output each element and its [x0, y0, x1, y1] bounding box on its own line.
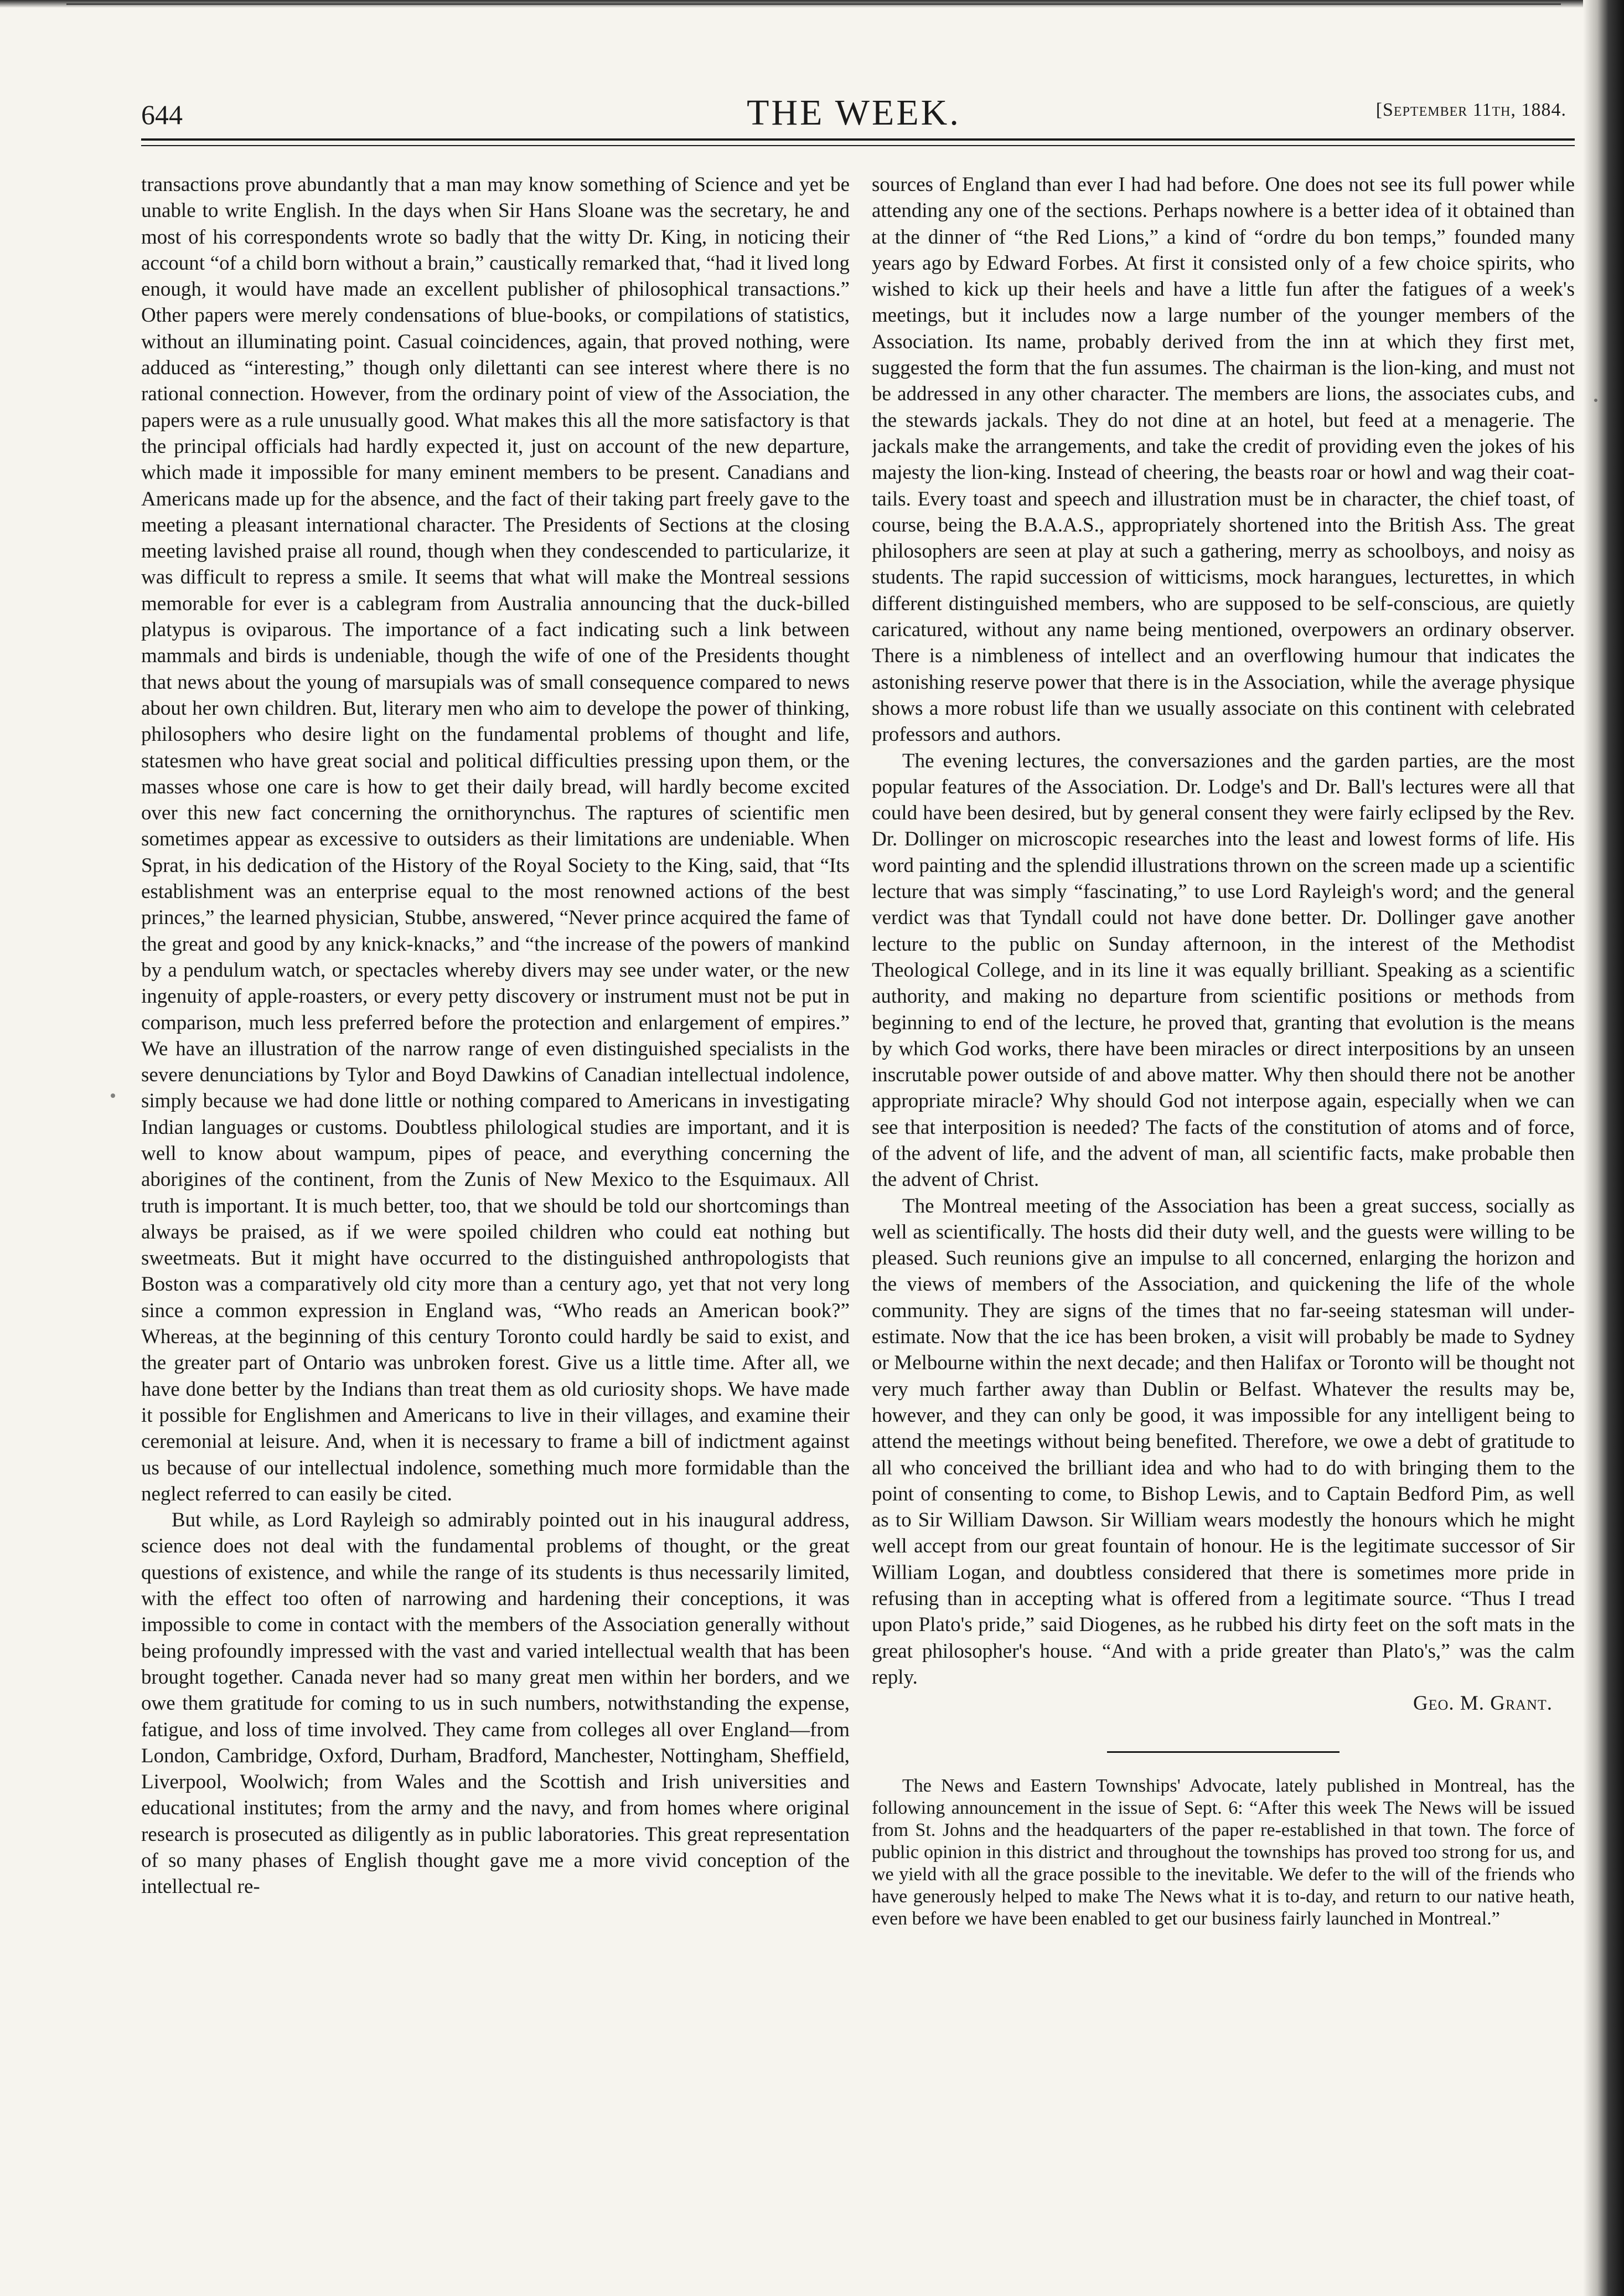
masthead-title: THE WEEK. — [747, 92, 961, 133]
scan-top-rule — [66, 3, 1561, 8]
header-rule-thick — [141, 138, 1575, 141]
issue-date: [September 11th, 1884. — [1375, 100, 1566, 120]
article-divider — [1107, 1751, 1339, 1753]
ink-speck — [111, 1093, 115, 1098]
ink-speck — [1594, 399, 1597, 402]
news-notice — [872, 1775, 1575, 1930]
left-column — [141, 172, 850, 2270]
news-notice-text: The News and Eastern Townships' Advocate, lately published in Montreal, has the following announcement in the issue of Sept. 6: “After this week The News will be issued from St. Johns and the headquarters of the paper re-established in that town. The force of public opinion in this district and throughout the townships has proved too strong for us, and we yield with all the grace possible to the inevitable. We defer to the will of the friends who have generously helped to make The News what it is to-day, and return to our native heath, even before we have been enabled to get our business fairly launched in Montreal.” — [872, 1775, 1575, 1929]
author-signature: Geo. M. Grant. — [1413, 1692, 1553, 1715]
page-number: 644 — [141, 99, 183, 130]
right-paragraph-3: The Montreal meeting of the Association has been a great success, socially as well as scientifically. The hosts did their duty well, and the guests were willing to be pleased. Such reunions give an impulse to all concerned, enlarging the horizon and the views of members of the Association, and quickening the life of the whole community. They are signs of the times that no far-seeing statesman will under-estimate. Now that the ice has been broken, a visit will probably be made to Sydney or Melbourne within the next decade; and then Halifax or Toronto will be thought not very much farther away than Dublin or Belfast. Whatever the results may be, however, and they can only be good, it was impossible for any intelligent being to attend the meetings without being benefited. Therefore, we owe a debt of gratitude to all who conceived the brilliant idea and who had to do with bringing them to the point of consenting to come, to Bishop Lewis, and to Captain Bedford Pim, as well as to Sir William Dawson. Sir William wears modestly the honours which he might well accept from our great fountain of honour. He is the legitimate successor of Sir William Logan, and doubtless considered that there is sometimes more pride in refusing than in accepting what is offered from a legitimate source. “Thus I tread upon Plato's pride,” said Diogenes, as he rubbed his dirty feet on the soft mats in the great philosopher's house. “And with a pride greater than Plato's,” was the calm reply. — [872, 1194, 1575, 1689]
right-paragraph-1: sources of England than ever I had had before. One does not see its full power while attending any one of the sections. Perhaps nowhere is a better idea of it obtained than at the dinner of “the Red Lions,” a kind of “ordre du bon temps,” founded many years ago by Edward Forbes. At first it consisted only of a few choice spirits, who wished to kick up their heels and have a little fun after the fatigues of a week's meetings, but it includes now a large number of the younger members of the Association. Its name, probably derived from the inn at which they first met, suggested the form that the fun assumes. The chairman is the lion-king, and must not be addressed in any other character. The members are lions, the associates cubs, and the stewards jackals. They do not dine at an hotel, but feed at a menagerie. The jackals make the arrangements, and take the credit of providing even the jokes of his majesty the lion-king. Instead of cheering, the beasts roar or howl and wag their coat-tails. Every toast and speech and illustration must be in character, the chief toast, of course, being the B.A.A.S., appropriately shortened into the British Ass. The great philosophers are seen at play at such a gathering, merry as schoolboys, and noisy as students. The rapid succession of witticisms, mock harangues, lecturettes, in which different distinguished members, who are supposed to be self-conscious, are quietly caricatured, without any name being mentioned, overpowers an ordinary observer. There is a nimbleness of intellect and an overflowing humour that indicates the astonishing reserve power that there is in the Association, while the average physique shows a more robust life than we usually associate on this continent with celebrated professors and authors. — [872, 173, 1575, 746]
right-column — [872, 172, 1575, 2270]
page-header — [141, 89, 1566, 138]
left-paragraph-1: transactions prove abundantly that a man may know something of Science and yet be unable to write English. In the days when Sir Hans Sloane was the secretary, he and most of his correspondents wrote so badly that the witty Dr. King, in noticing their account “of a child born without a brain,” caustically remarked that, “had it lived long enough, it would have made an excellent publisher of philosophical transactions.” Other papers were merely condensations of blue-books, or compilations of statistics, without an illuminating point. Casual coincidences, again, that proved nothing, were adduced as “interesting,” though only dilettanti can see interest where there is no rational connection. However, from the ordinary point of view of the Association, the papers were as a rule unusually good. What makes this all the more satisfactory is that the principal officials had hardly expected it, just on account of the new departure, which made it impossible for many eminent members to be present. Canadians and Americans made up for the absence, and the fact of their taking part freely gave to the meeting a pleasant international character. The Presidents of Sections at the closing meeting lavished praise all round, though when they condescended to particularize, it was difficult to repress a smile. It seems that what will make the Montreal sessions memorable for ever is a cablegram from Australia announcing that the duck-billed platypus is oviparous. The importance of a fact indicating such a link between mammals and birds is undeniable, though the wife of one of the Presidents thought that news about the young of marsupials was of small consequence compared to news about her own children. But, literary men who aim to develope the power of thinking, philosophers who desire light on the fundamental problems of thought and life, statesmen who have great social and political difficulties pressing upon them, or the masses whose one care is how to get their daily bread, will hardly become excited over this new fact concerning the ornithorynchus. The raptures of scientific men sometimes appear as excessive to outsiders as their limitations are undeniable. When Sprat, in his dedication of the History of the Royal Society to the King, said, that “Its establishment was an enterprise equal to the most renowned actions of the best princes,” the learned physician, Stubbe, answered, “Never prince acquired the fame of the great and good by any knick-knacks,” and “the increase of the powers of mankind by a pendulum watch, or spectacles whereby divers may see under water, or the new ingenuity of apple-roasters, or every petty discovery or instrument must not be put in comparison, much less preferred before the protection and enlargement of empires.” We have an illustration of the narrow range of even distinguished specialists in the severe denunciations by Tylor and Boyd Dawkins of Canadian intellectual indolence, simply because we had done little or nothing compared to Americans in investigating Indian languages or customs. Doubtless philological studies are important, and it is well to know about wampum, pipes of peace, and everything concerning the aborigines of the continent, from the Zunis of New Mexico to the Esquimaux. All truth is important. It is much better, too, that we should be told our shortcomings than always be praised, as if we were spoiled children who could eat nothing but sweetmeats. But it might have occurred to the distinguished anthropologists that Boston was a comparatively old city more than a century ago, yet that not very long since a common expression in England was, “Who reads an American book?” Whereas, at the beginning of this century Toronto could hardly be said to exist, and the greater part of Ontario was unbroken forest. Give us a little time. After all, we have done better by the Indians than treat them as old curiosity shops. We have made it possible for Englishmen and Americans to live in their villages, and examine their ceremonial at leisure. And, when it is necessary to frame a bill of indictment against us because of our intellectual indolence, something much more formidable than the neglect referred to can easily be cited. — [141, 173, 850, 1505]
header-rule-thin — [141, 145, 1575, 146]
right-paragraph-2: The evening lectures, the conversaziones and the garden parties, are the most popular features of the Association. Dr. Lodge's and Dr. Ball's lectures were all that could have been desired, but by general consent they were fairly eclipsed by the Rev. Dr. Dollinger on microscopic researches into the least and lowest forms of life. His word painting and the splendid illustrations thrown on the screen made up a scientific lecture that was simply “fascinating,” to use Lord Rayleigh's word; and the general verdict was that Tyndall could not have done better. Dr. Dollinger gave another lecture to the public on Sunday afternoon, in the interest of the Methodist Theological College, and in its line it was equally brilliant. Speaking as a scientific authority, and making no departure from scientific positions or methods from beginning to end of the lecture, he proved that, granting that evolution is the means by which God works, there have been miracles or direct interpositions by an unseen inscrutable power outside of and above matter. Why then should there not be another appropriate miracle? Why should God not interpose again, especially when we can see that interposition is needed? The facts of the constitution of atoms and of force, of the advent of life, and the advent of man, all scientific facts, make probable then the advent of Christ. — [872, 749, 1575, 1191]
scan-right-edge — [1583, 0, 1624, 2296]
left-paragraph-2: But while, as Lord Rayleigh so admirably pointed out in his inaugural address, science does not deal with the fundamental problems of thought, or the great questions of existence, and while the range of its students is thus necessarily limited, with the effect too often of narrowing and hardening their conceptions, it was impossible to come in contact with the members of the Association generally without being profoundly impressed with the vast and varied intellectual wealth that has been brought together. Canada never had so many great men within her borders, and we owe them gratitude for coming to us in such numbers, notwithstanding the expense, fatigue, and loss of time involved. They came from colleges all over England—from London, Cambridge, Oxford, Durham, Bradford, Manchester, Nottingham, Sheffield, Liverpool, Woolwich; from Wales and the Scottish and Irish universities and educational institutes; from the army and the navy, and from homes where original research is prosecuted as diligently as in public laboratories. This great representation of so many phases of English thought gave me a more vivid conception of the intellectual re- — [141, 1509, 850, 1898]
